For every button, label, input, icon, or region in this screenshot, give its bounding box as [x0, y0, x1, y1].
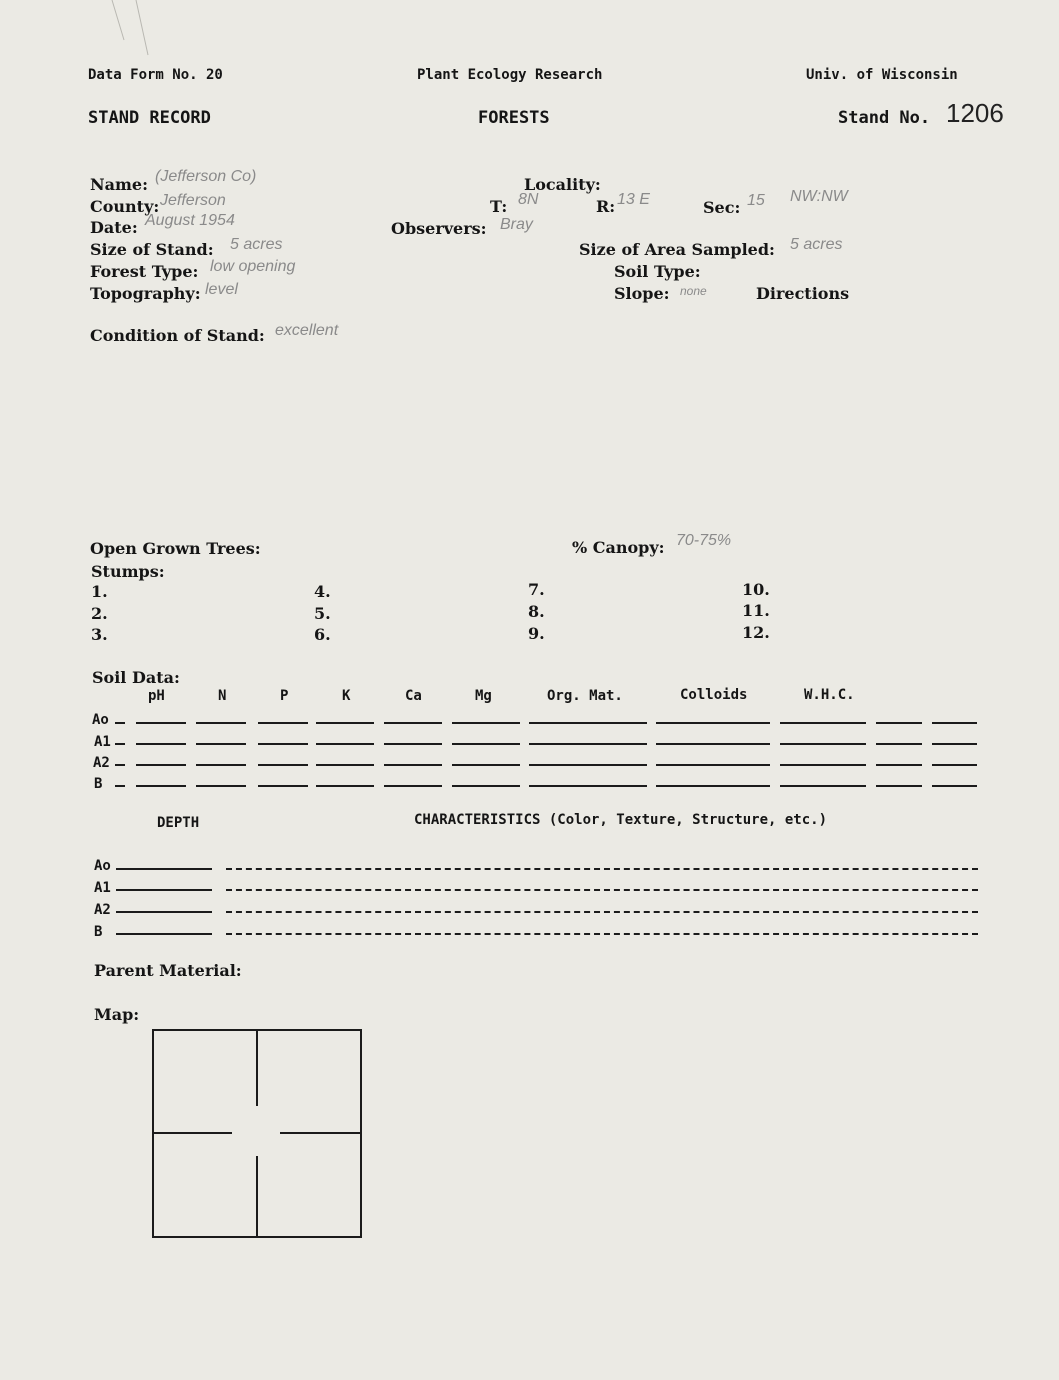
soil-entry-line [115, 785, 125, 787]
soil-entry-line [384, 722, 442, 724]
stumps-label: Stumps: [91, 562, 165, 581]
soil-entry-line [196, 743, 246, 745]
stump-number: 6. [314, 625, 331, 644]
soil-entry-line [196, 764, 246, 766]
soil-entry-line [656, 785, 770, 787]
soil-entry-line [136, 764, 186, 766]
soil-entry-line [656, 764, 770, 766]
soil-row-label: B [94, 776, 103, 792]
soil-entry-line [656, 722, 770, 724]
soil-entry-line [452, 764, 520, 766]
soil-column-k: K [342, 688, 351, 704]
soil-entry-line [876, 785, 922, 787]
forest-type-label: Forest Type: [90, 262, 199, 281]
soil-column-whc: W.H.C. [804, 687, 855, 703]
parent-material-label: Parent Material: [94, 961, 242, 980]
soil-column-p: P [280, 688, 289, 704]
depth-row-label: B [94, 924, 103, 940]
date-label: Date: [90, 218, 138, 237]
soil-column-org-mat: Org. Mat. [547, 688, 623, 704]
depth-entry-line [116, 933, 212, 935]
soil-entry-line [384, 743, 442, 745]
date-value: August 1954 [145, 212, 235, 229]
name-value: (Jefferson Co) [155, 168, 257, 185]
township-value: 8N [518, 191, 539, 208]
characteristics-entry-line [226, 889, 978, 891]
characteristics-entry-line [226, 911, 978, 913]
soil-entry-line [136, 722, 186, 724]
canopy-label: % Canopy: [572, 538, 665, 557]
stump-number: 4. [314, 582, 331, 601]
soil-data-title: Soil Data: [92, 668, 180, 687]
fold-mark [110, 0, 150, 60]
soil-entry-line [196, 785, 246, 787]
soil-row-label: Ao [92, 712, 109, 728]
county-value: Jefferson [160, 192, 226, 209]
soil-row-label: A1 [94, 734, 111, 750]
locality-label: Locality: [524, 175, 601, 194]
depth-row-label: A2 [94, 902, 111, 918]
soil-entry-line [780, 764, 866, 766]
directions-label: Directions [756, 284, 850, 303]
stump-number: 5. [314, 604, 331, 623]
stump-number: 9. [528, 624, 545, 643]
soil-entry-line [115, 764, 125, 766]
township-label: T: [490, 197, 508, 216]
soil-column-ca: Ca [405, 688, 422, 704]
depth-row-label: A1 [94, 880, 111, 896]
soil-entry-line [529, 785, 647, 787]
category-title: FORESTS [478, 108, 550, 128]
soil-entry-line [452, 722, 520, 724]
soil-entry-line [529, 743, 647, 745]
soil-entry-line [876, 764, 922, 766]
forest-type-value: low opening [210, 258, 296, 275]
slope-value: none [680, 284, 707, 298]
location-map-box [152, 1029, 362, 1238]
record-title: STAND RECORD [88, 108, 211, 128]
soil-type-label: Soil Type: [614, 262, 701, 281]
soil-entry-line [780, 785, 866, 787]
topography-value: level [205, 281, 238, 298]
section-value: 15 [747, 192, 765, 209]
soil-entry-line [258, 722, 308, 724]
soil-entry-line [932, 785, 977, 787]
soil-entry-line [452, 785, 520, 787]
soil-entry-line [316, 785, 374, 787]
soil-entry-line [780, 722, 866, 724]
soil-entry-line [932, 764, 977, 766]
soil-entry-line [196, 722, 246, 724]
depth-entry-line [116, 911, 212, 913]
condition-label: Condition of Stand: [90, 326, 265, 345]
section-label: Sec: [703, 198, 741, 217]
observers-value: Bray [500, 216, 533, 233]
topography-label: Topography: [90, 284, 201, 303]
depth-entry-line [116, 889, 212, 891]
soil-entry-line [452, 743, 520, 745]
area-sampled-value: 5 acres [790, 236, 843, 253]
observers-label: Observers: [391, 219, 487, 238]
soil-entry-line [932, 722, 977, 724]
map-grid-line [154, 1132, 232, 1134]
soil-entry-line [876, 722, 922, 724]
soil-entry-line [258, 743, 308, 745]
soil-entry-line [316, 764, 374, 766]
soil-column-colloids: Colloids [680, 687, 748, 703]
soil-column-mg: Mg [475, 688, 492, 704]
condition-value: excellent [275, 322, 339, 339]
map-grid-line [256, 1156, 258, 1236]
stump-number: 11. [742, 601, 770, 620]
soil-entry-line [316, 722, 374, 724]
stump-number: 1. [91, 582, 108, 601]
soil-entry-line [384, 764, 442, 766]
stump-number: 3. [91, 625, 108, 644]
stand-no-label: Stand No. [838, 108, 931, 128]
characteristics-entry-line [226, 933, 978, 935]
slope-label: Slope: [614, 284, 670, 303]
characteristics-label: CHARACTERISTICS (Color, Texture, Structure, etc.) [414, 812, 828, 828]
soil-entry-line [258, 764, 308, 766]
characteristics-entry-line [226, 868, 978, 870]
soil-entry-line [136, 785, 186, 787]
soil-entry-line [780, 743, 866, 745]
soil-entry-line [529, 722, 647, 724]
soil-entry-line [115, 722, 125, 724]
form-number: Data Form No. 20 [88, 67, 223, 83]
area-sampled-label: Size of Area Sampled: [579, 240, 775, 259]
soil-entry-line [384, 785, 442, 787]
map-grid-line [280, 1132, 360, 1134]
county-label: County: [90, 197, 160, 216]
name-label: Name: [90, 175, 149, 194]
soil-column-ph: pH [148, 688, 165, 704]
stump-number: 12. [742, 623, 770, 642]
soil-entry-line [932, 743, 977, 745]
soil-entry-line [136, 743, 186, 745]
university: Univ. of Wisconsin [806, 67, 958, 83]
soil-entry-line [316, 743, 374, 745]
stump-number: 10. [742, 580, 770, 599]
depth-row-label: Ao [94, 858, 111, 874]
stump-number: 2. [91, 604, 108, 623]
soil-entry-line [115, 743, 125, 745]
soil-entry-line [876, 743, 922, 745]
stump-number: 8. [528, 602, 545, 621]
depth-entry-line [116, 868, 212, 870]
soil-entry-line [656, 743, 770, 745]
stand-no-value: 1206 [946, 98, 1004, 128]
soil-entry-line [529, 764, 647, 766]
section-quarter: NW:NW [790, 188, 848, 205]
organization: Plant Ecology Research [417, 67, 603, 83]
stump-number: 7. [528, 580, 545, 599]
range-value: 13 E [617, 191, 650, 208]
soil-entry-line [258, 785, 308, 787]
size-of-stand-value: 5 acres [230, 236, 283, 253]
range-label: R: [596, 197, 616, 216]
open-grown-trees-label: Open Grown Trees: [90, 539, 261, 558]
map-label: Map: [94, 1005, 140, 1024]
size-of-stand-label: Size of Stand: [90, 240, 214, 259]
map-grid-line [256, 1031, 258, 1106]
soil-column-n: N [218, 688, 227, 704]
canopy-value: 70-75% [676, 532, 732, 549]
soil-row-label: A2 [93, 755, 110, 771]
depth-label: DEPTH [157, 815, 200, 831]
